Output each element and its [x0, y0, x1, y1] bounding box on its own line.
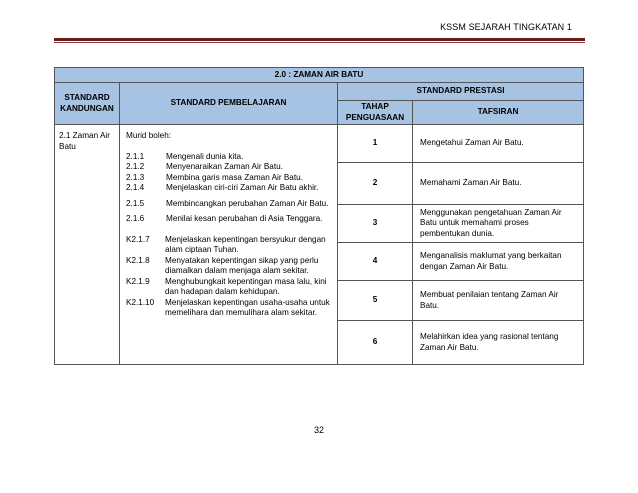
- header-rule: [54, 38, 585, 41]
- item-code: 2.1.5: [126, 198, 145, 208]
- list-item: [126, 214, 333, 225]
- item-text: Menilai kesan perubahan di Asia Tenggara.: [166, 214, 323, 223]
- pembelajaran-cell: [120, 125, 338, 365]
- item-text: Membincangkan perubahan Zaman Air Batu.: [166, 198, 329, 208]
- item-code: K2.1.8: [126, 255, 150, 265]
- level-cell: 1: [338, 125, 413, 163]
- item-text: Membina garis masa Zaman Air Batu.: [166, 172, 303, 182]
- kandungan-cell: [55, 125, 120, 365]
- page-number: 32: [313, 425, 324, 435]
- item-text: Menjelaskan ciri-ciri Zaman Air Batu akhir.: [166, 183, 319, 192]
- page-header-title: KSSM SEJARAH TINGKATAN 1: [440, 22, 572, 32]
- tafsiran-cell: Melahirkan idea yang rasional tentang Zaman Air Batu.: [413, 321, 584, 365]
- list-item: [126, 152, 333, 163]
- level-cell: 3: [338, 205, 413, 243]
- item-text: Menjelaskan kepentingan usaha-usaha untuk memelihara dan memulihara alam sekitar.: [165, 297, 330, 317]
- header-standard-prestasi: STANDARD PRESTASI: [338, 83, 584, 101]
- list-item: [126, 199, 333, 210]
- item-code: 2.1.2: [126, 162, 145, 171]
- list-item: [126, 235, 333, 256]
- table-title: 2.0 : ZAMAN AIR BATU: [55, 68, 584, 83]
- list-item: [126, 277, 333, 298]
- item-code: 2.1.6: [126, 214, 145, 223]
- item-code: K2.1.7: [126, 234, 150, 244]
- item-text: Menghubungkait kepentingan masa lalu, kini dan hadapan dalam kehidupan.: [165, 276, 327, 296]
- header-rule-thin: [54, 42, 585, 43]
- item-code: 2.1.4: [126, 183, 145, 192]
- tafsiran-cell: Mengetahui Zaman Air Batu.: [413, 125, 584, 163]
- header-standard-kandungan: STANDARD KANDUNGAN: [55, 83, 120, 125]
- standards-table: [54, 67, 584, 365]
- list-item: [126, 183, 333, 194]
- header-standard-pembelajaran: STANDARD PEMBELAJARAN: [120, 83, 338, 125]
- level-cell: 6: [338, 321, 413, 365]
- level-cell: 5: [338, 281, 413, 321]
- tafsiran-cell: Memahami Zaman Air Batu.: [413, 163, 584, 205]
- item-code: K2.1.9: [126, 276, 150, 286]
- tafsiran-cell: Menganalisis maklumat yang berkaitan dengan Zaman Air Batu.: [413, 243, 584, 281]
- item-text: Menyatakan kepentingan sikap yang perlu diamalkan dalam menjaga alam sekitar.: [165, 255, 319, 275]
- intro-text: Murid boleh:: [126, 131, 172, 140]
- item-code: 2.1.1: [126, 151, 145, 161]
- item-text: Menjelaskan kepentingan bersyukur dengan alam ciptaan Tuhan.: [165, 234, 326, 254]
- level-cell: 4: [338, 243, 413, 281]
- list-item: [126, 173, 333, 184]
- item-text: Mengenali dunia kita.: [166, 151, 244, 161]
- item-text: Menyenaraikan Zaman Air Batu.: [166, 162, 283, 171]
- item-code: 2.1.3: [126, 172, 145, 182]
- list-item: [126, 256, 333, 277]
- header-tahap-penguasaan: TAHAP PENGUASAAN: [338, 101, 413, 125]
- list-item: [126, 162, 333, 173]
- item-code: K2.1.10: [126, 297, 155, 307]
- tafsiran-cell: Menggunakan pengetahuan Zaman Air Batu untuk memahami proses pembentukan dunia.: [413, 205, 584, 243]
- list-item: [126, 298, 333, 319]
- level-cell: 2: [338, 163, 413, 205]
- tafsiran-cell: Membuat penilaian tentang Zaman Air Batu.: [413, 281, 584, 321]
- kandungan-text: 2.1 Zaman Air Batu: [59, 131, 110, 151]
- header-tafsiran: TAFSIRAN: [413, 101, 584, 125]
